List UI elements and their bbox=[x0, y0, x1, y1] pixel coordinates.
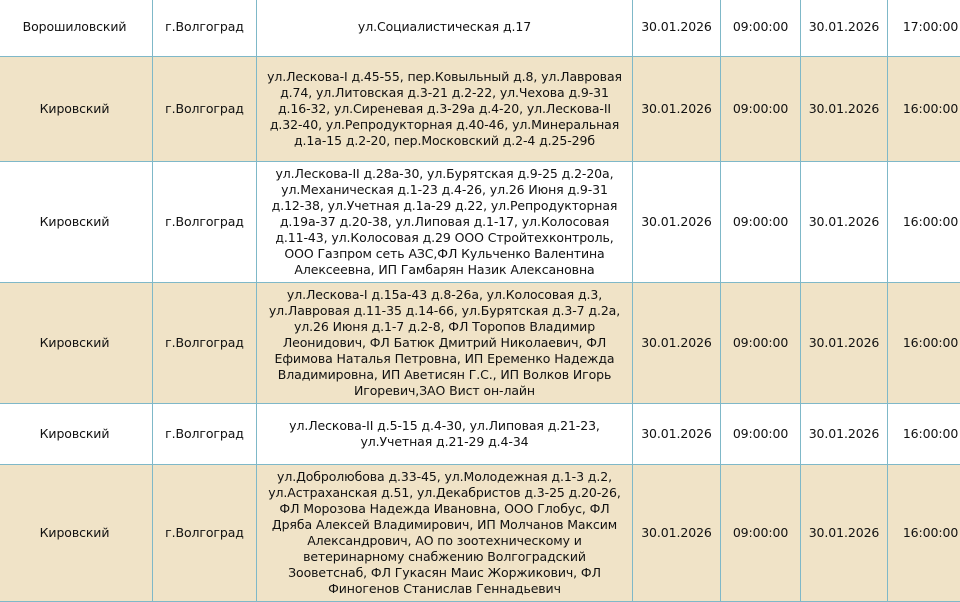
district-cell: Кировский bbox=[0, 404, 153, 465]
start-date-cell: 30.01.2026 bbox=[633, 57, 721, 162]
start-time-cell: 09:00:00 bbox=[721, 0, 801, 57]
district-cell: Кировский bbox=[0, 162, 153, 283]
end-date-cell: 30.01.2026 bbox=[801, 57, 888, 162]
start-time-cell: 09:00:00 bbox=[721, 283, 801, 404]
end-date-cell: 30.01.2026 bbox=[801, 283, 888, 404]
address-cell: ул.Лескова-II д.5-15 д.4-30, ул.Липовая д.21-23, ул.Учетная д.21-29 д.4-34 bbox=[257, 404, 633, 465]
end-date-cell: 30.01.2026 bbox=[801, 404, 888, 465]
end-time-cell: 16:00:00 bbox=[888, 465, 960, 602]
table-row bbox=[0, 0, 960, 57]
district-cell: Кировский bbox=[0, 465, 153, 602]
district-cell: Кировский bbox=[0, 283, 153, 404]
address-cell: ул.Социалистическая д.17 bbox=[257, 0, 633, 57]
city-cell: г.Волгоград bbox=[153, 57, 257, 162]
city-cell: г.Волгоград bbox=[153, 283, 257, 404]
table-row bbox=[0, 404, 960, 465]
city-cell: г.Волгоград bbox=[153, 162, 257, 283]
city-cell: г.Волгоград bbox=[153, 404, 257, 465]
end-time-cell: 16:00:00 bbox=[888, 57, 960, 162]
start-time-cell: 09:00:00 bbox=[721, 465, 801, 602]
start-date-cell: 30.01.2026 bbox=[633, 162, 721, 283]
district-cell: Ворошиловский bbox=[0, 0, 153, 57]
end-time-cell: 17:00:00 bbox=[888, 0, 960, 57]
end-date-cell: 30.01.2026 bbox=[801, 162, 888, 283]
start-time-cell: 09:00:00 bbox=[721, 404, 801, 465]
start-date-cell: 30.01.2026 bbox=[633, 465, 721, 602]
district-cell: Кировский bbox=[0, 57, 153, 162]
city-cell: г.Волгоград bbox=[153, 465, 257, 602]
end-time-cell: 16:00:00 bbox=[888, 283, 960, 404]
start-time-cell: 09:00:00 bbox=[721, 162, 801, 283]
table-row bbox=[0, 465, 960, 602]
end-time-cell: 16:00:00 bbox=[888, 162, 960, 283]
end-date-cell: 30.01.2026 bbox=[801, 0, 888, 57]
address-cell: ул.Добролюбова д.33-45, ул.Молодежная д.1-3 д.2, ул.Астраханская д.51, ул.Декабристов д.3-25 д.20-26, ФЛ Морозова Надежда Ивановна, ООО Глобус, ФЛ Дряба Алексей Владимирович, ИП Молчанов Максим Александрович, АО по зоотехническому и ветеринарному снабжению Волгоградский Зооветснаб, ФЛ Гукасян Маис Жоржикович, ФЛ Финогенов Станислав Геннадьевич bbox=[257, 465, 633, 602]
start-date-cell: 30.01.2026 bbox=[633, 0, 721, 57]
table-row bbox=[0, 283, 960, 404]
end-time-cell: 16:00:00 bbox=[888, 404, 960, 465]
end-date-cell: 30.01.2026 bbox=[801, 465, 888, 602]
table-row bbox=[0, 162, 960, 283]
address-cell: ул.Лескова-I д.45-55, пер.Ковыльный д.8, ул.Лавровая д.74, ул.Литовская д.3-21 д.2-22, ул.Чехова д.9-31 д.16-32, ул.Сиреневая д.3-29а д.4-20, ул.Лескова-II д.32-40, ул.Репродукторная д.40-46, ул.Минеральная д.1а-15 д.2-20, пер.Московский д.2-4 д.25-29б bbox=[257, 57, 633, 162]
address-cell: ул.Лескова-II д.28а-30, ул.Бурятская д.9-25 д.2-20а, ул.Механическая д.1-23 д.4-26, ул.26 Июня д.9-31 д.12-38, ул.Учетная д.1а-29 д.22, ул.Репродукторная д.19а-37 д.20-38, ул.Липовая д.1-17, ул.Колосовая д.11-43, ул.Колосовая д.29 ООО Стройтехконтроль, ООО Газпром сеть АЗС,ФЛ Кульченко Валентина Алексеевна, ИП Гамбарян Назик Алексановна bbox=[257, 162, 633, 283]
start-time-cell: 09:00:00 bbox=[721, 57, 801, 162]
table-row bbox=[0, 57, 960, 162]
city-cell: г.Волгоград bbox=[153, 0, 257, 57]
start-date-cell: 30.01.2026 bbox=[633, 404, 721, 465]
start-date-cell: 30.01.2026 bbox=[633, 283, 721, 404]
address-cell: ул.Лескова-I д.15а-43 д.8-26а, ул.Колосовая д.3, ул.Лавровая д.11-35 д.14-66, ул.Бурятская д.3-7 д.2а, ул.26 Июня д.1-7 д.2-8, ФЛ Торопов Владимир Леонидович, ФЛ Батюк Дмитрий Николаевич, ФЛ Ефимова Наталья Петровна, ИП Еременко Надежда Владимировна, ИП Аветисян Г.С., ИП Волков Игорь Игоревич,ЗАО Вист он-лайн bbox=[257, 283, 633, 404]
